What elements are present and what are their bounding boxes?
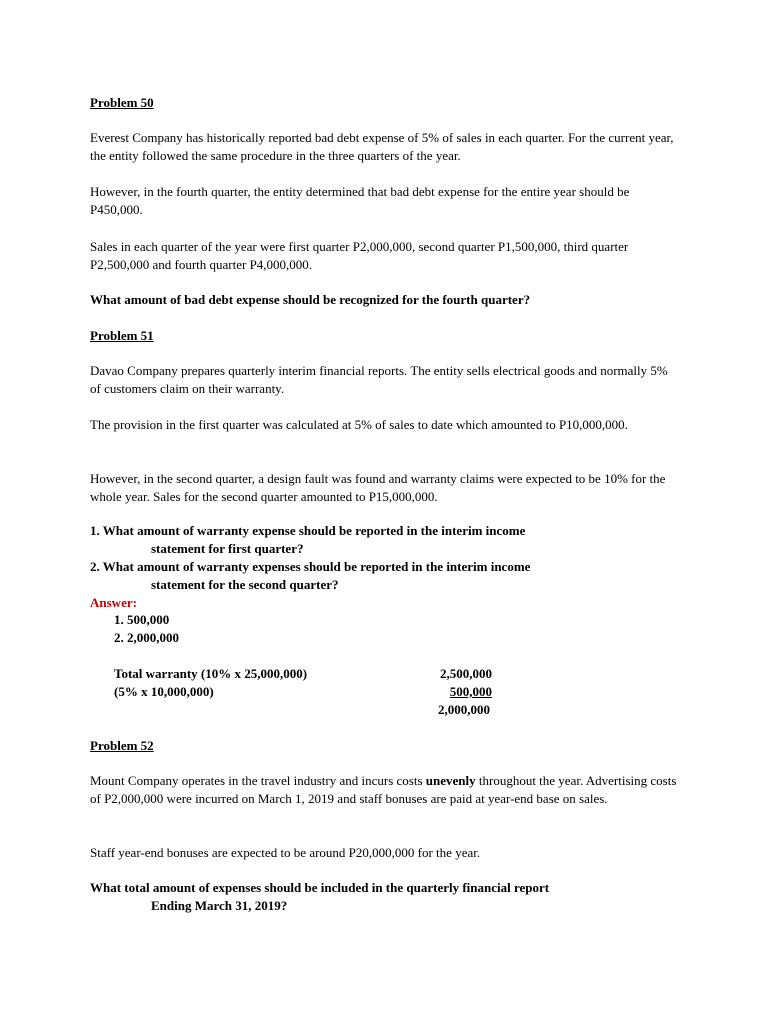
problem-50-paragraph-1: Everest Company has historically reported bad debt expense of 5% of sales in each quarter. For the current year, the entity followed the same procedure in the three quarters of the year. [90, 130, 674, 163]
calc-total-amount: 2,000,000 [438, 702, 490, 717]
problem-51-question-2 [90, 558, 680, 594]
calc-line-1-label: Total warranty (10% x 25,000,000) [114, 666, 308, 681]
problem-52-question [90, 879, 710, 915]
problem-51-paragraph-3: However, in the second quarter, a design fault was found and warranty claims were expected to be 10% for the whole year. Sales for the second quarter amounted to P15,000,000. [90, 471, 666, 504]
problem-51-paragraph-2: The provision in the first quarter was calculated at 5% of sales to date which amounted to P10,000,000. [90, 417, 628, 432]
problem-50-paragraph-3: Sales in each quarter of the year were first quarter P2,000,000, second quarter P1,500,000, third quarter P2,500,000 and fourth quarter P4,000,000. [90, 239, 629, 272]
calc-line-1-amount: 2,500,000 [440, 666, 492, 681]
question-2-line-1: 2. What amount of warranty expenses should be reported in the interim income [90, 559, 531, 574]
problem-52-title: Problem 52 [90, 738, 154, 753]
problem-52-paragraph-1-start: Mount Company operates in the travel industry and incurs costs [90, 773, 426, 788]
problem-50-title: Problem 50 [90, 95, 154, 110]
problem-51-title: Problem 51 [90, 328, 154, 343]
question-2-line-2: statement for the second quarter? [151, 577, 339, 592]
calc-line-2-label: (5% x 10,000,000) [114, 684, 214, 699]
calc-line-2-amount: 500,000 [449, 684, 492, 699]
problem-52-question-line-1: What total amount of expenses should be included in the quarterly financial report [90, 880, 550, 895]
question-1-line-2: statement for first quarter? [151, 541, 304, 556]
answer-label: Answer: [90, 595, 137, 610]
problem-52-paragraph-1 [90, 772, 680, 808]
problem-52-paragraph-2: Staff year-end bonuses are expected to be around P20,000,000 for the year. [90, 845, 481, 860]
problem-50-question: What amount of bad debt expense should be recognized for the fourth quarter? [90, 292, 531, 307]
problem-52-emphasis: unevenly [425, 773, 476, 788]
question-1-line-1: 1. What amount of warranty expense should be reported in the interim income [90, 523, 526, 538]
problem-51-question-1 [90, 522, 680, 558]
answer-item-1: 1. 500,000 [114, 612, 170, 627]
problem-51-paragraph-1: Davao Company prepares quarterly interim financial reports. The entity sells electrical goods and normally 5% of customers claim on their warranty. [90, 363, 668, 396]
answer-item-2: 2. 2,000,000 [114, 630, 179, 645]
problem-52-paragraph-1-end: throughout the year. Advertising costs of P2,000,000 were incurred on March 1, 2019 and staff bonuses are paid at year-end base on sales. [90, 773, 677, 806]
problem-50-paragraph-2: However, in the fourth quarter, the entity determined that bad debt expense for the entire year should be P450,000. [90, 184, 630, 217]
problem-52-question-line-2: Ending March 31, 2019? [151, 898, 288, 913]
